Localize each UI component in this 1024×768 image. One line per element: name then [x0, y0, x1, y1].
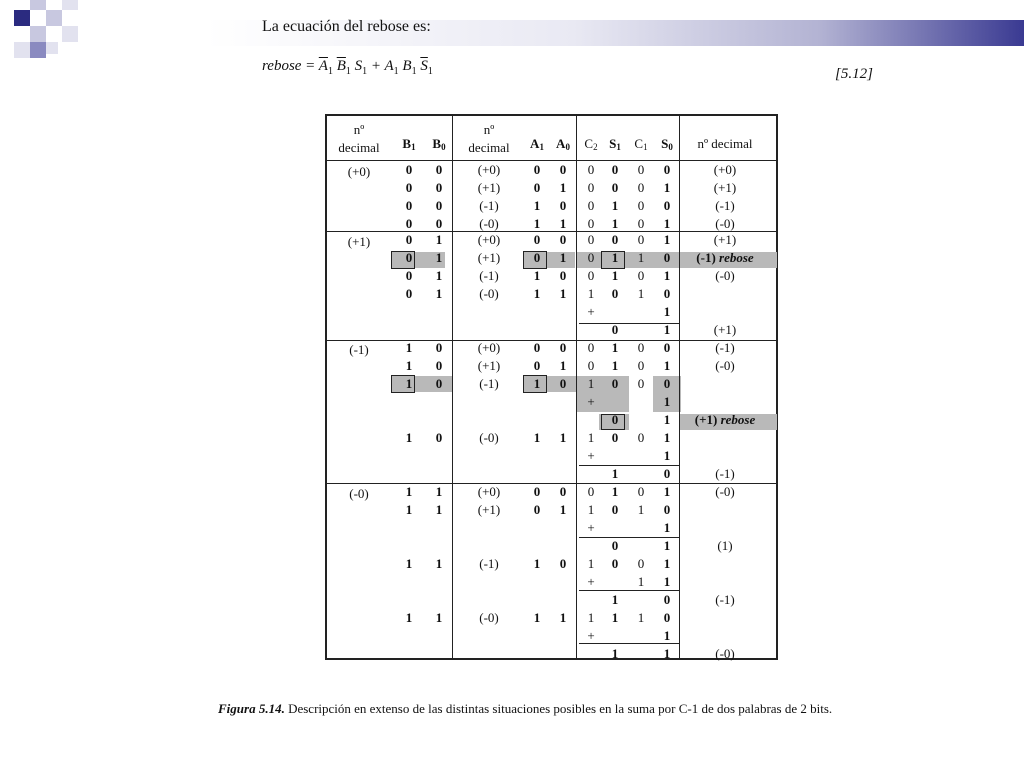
cell-n2: (+1)	[477, 502, 501, 517]
cell-b0: 1	[435, 484, 443, 499]
cell-b1: 1	[405, 502, 413, 517]
cell-n2: (+1)	[477, 250, 501, 265]
cell-c1: 0	[637, 162, 645, 177]
cell-c2: +	[587, 304, 595, 319]
formula-var-s1: $\overline{S}_1$	[420, 58, 433, 77]
cell-b0: 1	[435, 250, 443, 265]
cell-c2: 1	[587, 610, 595, 625]
cell-a0: 0	[559, 376, 567, 391]
formula-var-b1: $\overline{B}_1$	[336, 58, 351, 77]
formula-term-2	[384, 58, 433, 77]
header-s0: $S_0$	[661, 136, 673, 152]
cell-s1: 0	[611, 322, 619, 337]
header-c1: $C_1$	[634, 136, 648, 152]
cell-b0: 0	[435, 198, 443, 213]
cell-s0: 1	[663, 556, 671, 571]
cell-b1: 0	[405, 268, 413, 283]
cell-n2: (+0)	[477, 340, 501, 355]
cell-n2: (-1)	[479, 198, 499, 213]
cell-a1: 1	[533, 198, 541, 213]
cell-c2: 0	[587, 484, 595, 499]
cell-s1: 1	[611, 646, 619, 661]
col-divider-1	[452, 116, 453, 658]
cell-b0: 0	[435, 162, 443, 177]
cell-n2: (-1)	[479, 556, 499, 571]
cell-c1: 0	[637, 358, 645, 373]
cell-b0: 1	[435, 556, 443, 571]
header-result: nº decimal	[697, 136, 753, 151]
cell-a0: 0	[559, 556, 567, 571]
cell-b1: 1	[405, 340, 413, 355]
cell-s0: 1	[663, 394, 671, 409]
figure-caption	[218, 698, 898, 720]
cell-a0: 1	[559, 358, 567, 373]
cell-s1: 1	[611, 340, 619, 355]
formula-term-1	[318, 58, 368, 77]
cell-a1: 1	[533, 610, 541, 625]
cell-a1: 0	[533, 484, 541, 499]
cell-s0: 1	[663, 646, 671, 661]
cell-result: (+1)	[713, 180, 737, 195]
cell-b1: 1	[405, 556, 413, 571]
header-a0: $A_0$	[556, 136, 570, 152]
cell-a0: 1	[559, 286, 567, 301]
formula-var-a1: $\overline{A}_1$	[318, 58, 333, 77]
header-divider	[327, 160, 776, 161]
cell-s0: 1	[663, 484, 671, 499]
formula-var-s1: $S_1$	[354, 58, 368, 77]
cell-c2: 1	[587, 430, 595, 445]
cell-s0: 1	[663, 430, 671, 445]
group-label-4: (-0)	[349, 486, 369, 501]
cell-s1: 0	[611, 538, 619, 553]
cell-s1: 0	[611, 232, 619, 247]
cell-n2: (+0)	[477, 232, 501, 247]
cell-s0: 1	[663, 358, 671, 373]
cell-a1: 1	[533, 286, 541, 301]
cell-a0: 0	[559, 484, 567, 499]
group-divider-1	[327, 231, 776, 232]
cell-a0: 1	[559, 610, 567, 625]
cell-b1: 1	[405, 484, 413, 499]
cell-c2: +	[587, 394, 595, 409]
cell-b0: 1	[435, 232, 443, 247]
cell-s0: 1	[663, 304, 671, 319]
figure-text: Descripción en extenso de las distintas situaciones posibles en la suma por C-1 de dos palabras de 2 bits.	[288, 701, 833, 716]
group-label-2: (+1)	[347, 234, 371, 249]
cell-c1: 1	[637, 610, 645, 625]
cell-result: (+0)	[713, 162, 737, 177]
cell-s0: 1	[663, 448, 671, 463]
cell-s1: 0	[611, 502, 619, 517]
cell-b0: 0	[435, 358, 443, 373]
cell-c2: +	[587, 520, 595, 535]
cell-s0: 0	[663, 250, 671, 265]
cell-c1: 0	[637, 484, 645, 499]
cell-result: (-0)	[715, 216, 735, 231]
cell-b0: 0	[435, 376, 443, 391]
header-a1: $A_1$	[530, 136, 544, 152]
cell-a0: 0	[559, 340, 567, 355]
cell-a0: 1	[559, 180, 567, 195]
cell-b1: 0	[405, 286, 413, 301]
cell-result: (-1)	[715, 198, 735, 213]
cell-result: (+1)	[713, 232, 737, 247]
cell-s0: 1	[663, 216, 671, 231]
cell-s1: 1	[611, 358, 619, 373]
cell-s1: 0	[611, 556, 619, 571]
cell-s1: 1	[611, 466, 619, 481]
group-label-3: (-1)	[349, 342, 369, 357]
cell-c1: 0	[637, 216, 645, 231]
cell-s0: 0	[663, 502, 671, 517]
cell-c1: 1	[637, 250, 645, 265]
cell-a1: 0	[533, 180, 541, 195]
equation-number: [5.12]	[835, 66, 873, 82]
cell-a0: 1	[559, 216, 567, 231]
cell-n2: (-1)	[479, 376, 499, 391]
cell-c1: 0	[637, 198, 645, 213]
group-divider-2	[327, 340, 776, 341]
cell-s1: 0	[611, 286, 619, 301]
cell-c2: 0	[587, 268, 595, 283]
cell-b1: 0	[405, 198, 413, 213]
cell-n2: (-1)	[479, 268, 499, 283]
formula-lhs: rebose =	[262, 58, 316, 74]
cell-c2: 0	[587, 198, 595, 213]
cell-result: (-1)	[715, 466, 735, 481]
cell-b0: 0	[435, 430, 443, 445]
cell-b0: 1	[435, 610, 443, 625]
cell-s1: 1	[611, 268, 619, 283]
cell-s1: 1	[611, 592, 619, 607]
header-n2b: decimal	[468, 140, 510, 155]
cell-a1: 0	[533, 358, 541, 373]
cell-b1: 0	[405, 162, 413, 177]
c1-addition-table	[325, 114, 778, 660]
cell-a1: 1	[533, 556, 541, 571]
cell-b1: 1	[405, 358, 413, 373]
cell-b0: 1	[435, 502, 443, 517]
cell-c1: 1	[637, 286, 645, 301]
cell-result: (-0)	[715, 358, 735, 373]
cell-c1: 0	[637, 232, 645, 247]
cell-b1: 0	[405, 216, 413, 231]
cell-n2: (-0)	[479, 216, 499, 231]
cell-s1: 0	[611, 376, 619, 391]
cell-a1: 1	[533, 430, 541, 445]
cell-c2: 0	[587, 216, 595, 231]
cell-result: (-0)	[715, 646, 735, 661]
cell-c2: 0	[587, 232, 595, 247]
cell-c2: 0	[587, 180, 595, 195]
group-label-1: (+0)	[347, 164, 371, 179]
cell-n2: (+1)	[477, 358, 501, 373]
cell-result: (-0)	[715, 484, 735, 499]
formula-var-a1: $A_1$	[384, 58, 399, 77]
cell-s0: 0	[663, 286, 671, 301]
cell-c1: 1	[637, 574, 645, 589]
cell-a1: 0	[533, 250, 541, 265]
cell-s0: 1	[663, 574, 671, 589]
cell-c2: 1	[587, 502, 595, 517]
cell-b1: 0	[405, 250, 413, 265]
cell-result: (-0)	[715, 268, 735, 283]
cell-c1: 0	[637, 340, 645, 355]
cell-c2: 1	[587, 376, 595, 391]
cell-b1: 1	[405, 376, 413, 391]
cell-s1: 1	[611, 198, 619, 213]
highlight-c2-row-2	[577, 376, 629, 412]
cell-c2: 0	[587, 340, 595, 355]
cell-b0: 1	[435, 268, 443, 283]
cell-s0: 0	[663, 610, 671, 625]
cell-c2: 0	[587, 250, 595, 265]
cell-s1: 1	[611, 610, 619, 625]
cell-s0: 0	[663, 340, 671, 355]
cell-a0: 0	[559, 268, 567, 283]
cell-b1: 1	[405, 610, 413, 625]
cell-b0: 1	[435, 286, 443, 301]
col-divider-2	[576, 116, 577, 658]
cell-c1: 0	[637, 180, 645, 195]
cell-c2: +	[587, 574, 595, 589]
cell-s1: 1	[611, 216, 619, 231]
header-b1: $B_1$	[402, 136, 416, 152]
header-c2: $C_2$	[584, 136, 598, 152]
cell-b0: 0	[435, 180, 443, 195]
header-s1: $S_1$	[609, 136, 621, 152]
cell-s0: 0	[663, 466, 671, 481]
cell-s0: 1	[663, 322, 671, 337]
cell-c1: 0	[637, 376, 645, 391]
cell-n2: (-0)	[479, 610, 499, 625]
cell-a1: 0	[533, 340, 541, 355]
cell-c1: 0	[637, 556, 645, 571]
cell-result: (-1) rebose	[696, 250, 754, 265]
cell-s0: 1	[663, 538, 671, 553]
cell-result: (1)	[717, 538, 733, 553]
cell-a1: 1	[533, 376, 541, 391]
cell-n2: (+0)	[477, 484, 501, 499]
header-n2a: nº	[483, 122, 495, 137]
cell-s0: 1	[663, 628, 671, 643]
cell-result: (-1)	[715, 592, 735, 607]
sum-line-4	[579, 590, 679, 591]
cell-c1: 0	[637, 268, 645, 283]
cell-s1: 0	[611, 412, 619, 427]
cell-a0: 0	[559, 162, 567, 177]
cell-s0: 1	[663, 232, 671, 247]
cell-a0: 1	[559, 502, 567, 517]
formula-plus: +	[370, 58, 382, 74]
slide-heading: La ecuación del rebose es:	[262, 18, 431, 35]
header-n1a: nº	[353, 122, 365, 137]
cell-s0: 1	[663, 180, 671, 195]
cell-c1: 1	[637, 502, 645, 517]
cell-c2: +	[587, 628, 595, 643]
overflow-formula	[262, 58, 433, 77]
cell-s1: 0	[611, 180, 619, 195]
cell-s0: 1	[663, 412, 671, 427]
header-b0: $B_0$	[432, 136, 446, 152]
cell-n2: (+1)	[477, 180, 501, 195]
cell-c2: 0	[587, 162, 595, 177]
cell-n2: (+0)	[477, 162, 501, 177]
cell-b1: 0	[405, 180, 413, 195]
cell-s1: 1	[611, 250, 619, 265]
cell-s1: 1	[611, 484, 619, 499]
cell-a1: 1	[533, 268, 541, 283]
cell-n2: (-0)	[479, 286, 499, 301]
cell-c2: 1	[587, 286, 595, 301]
cell-result: (+1) rebose	[694, 412, 756, 427]
cell-result: (+1)	[713, 322, 737, 337]
cell-s0: 0	[663, 376, 671, 391]
col-divider-3	[679, 116, 680, 658]
cell-s0: 0	[663, 592, 671, 607]
cell-s1: 0	[611, 162, 619, 177]
cell-result: (-1)	[715, 340, 735, 355]
cell-n2: (-0)	[479, 430, 499, 445]
header-n1b: decimal	[338, 140, 380, 155]
cell-s0: 0	[663, 198, 671, 213]
cell-c2: 0	[587, 358, 595, 373]
cell-c1: 0	[637, 430, 645, 445]
cell-s1: 0	[611, 430, 619, 445]
cell-a0: 0	[559, 198, 567, 213]
group-divider-3	[327, 483, 776, 484]
cell-a0: 0	[559, 232, 567, 247]
cell-s0: 1	[663, 520, 671, 535]
cell-s0: 0	[663, 162, 671, 177]
cell-a0: 1	[559, 250, 567, 265]
cell-b1: 1	[405, 430, 413, 445]
cell-a1: 0	[533, 162, 541, 177]
cell-a0: 1	[559, 430, 567, 445]
cell-b0: 0	[435, 216, 443, 231]
cell-a1: 0	[533, 502, 541, 517]
cell-s0: 1	[663, 268, 671, 283]
cell-c2: 1	[587, 556, 595, 571]
formula-var-b1: $B_1$	[402, 58, 417, 77]
cell-a1: 0	[533, 232, 541, 247]
cell-b0: 0	[435, 340, 443, 355]
figure-label: Figura 5.14.	[218, 701, 285, 716]
cell-b1: 0	[405, 232, 413, 247]
cell-a1: 1	[533, 216, 541, 231]
cell-c2: +	[587, 448, 595, 463]
